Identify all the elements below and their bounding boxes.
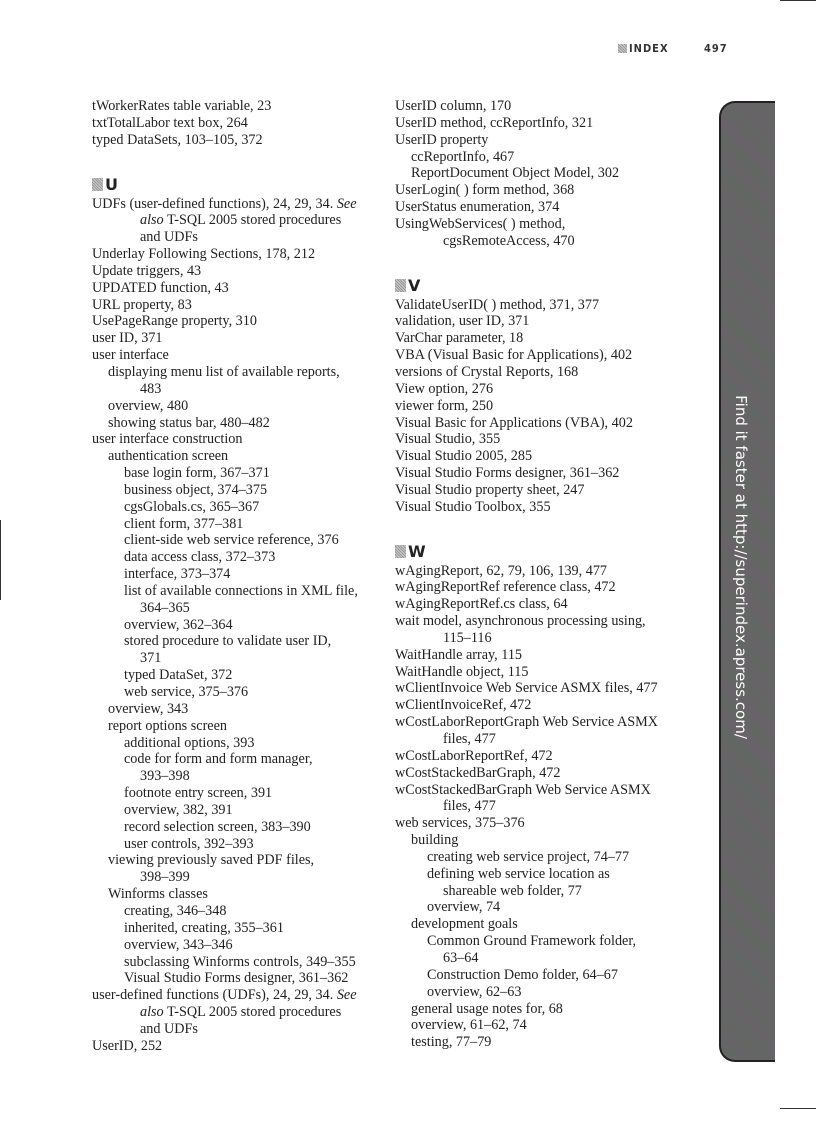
index-entry — [395, 798, 658, 815]
letter-heading — [395, 271, 658, 297]
index-entry — [92, 1004, 358, 1021]
crop-mark — [0, 520, 1, 600]
index-entry — [92, 465, 358, 482]
entry-text: code for form and form manager, — [124, 751, 313, 768]
letter-heading — [395, 537, 658, 563]
entry-text: viewer form, 250 — [395, 397, 494, 414]
index-entry — [92, 330, 358, 347]
index-entry — [92, 263, 358, 280]
entry-text: versions of Crystal Reports, 168 — [395, 363, 579, 380]
entry-text: wCostLaborReportGraph Web Service ASMX — [395, 714, 658, 731]
index-entry — [395, 1001, 658, 1018]
entry-text: cgsRemoteAccess, 470 — [443, 232, 575, 249]
entry-text: and UDFs — [140, 1020, 198, 1037]
entry-text: VarChar parameter, 18 — [395, 330, 524, 347]
index-entry — [92, 954, 358, 971]
entry-text: wClientInvoiceRef, 472 — [395, 697, 532, 714]
index-entry — [92, 802, 358, 819]
index-entry — [92, 398, 358, 415]
index-entry — [92, 98, 358, 115]
index-entry — [92, 937, 358, 954]
index-entry — [395, 115, 658, 132]
index-entry — [395, 563, 658, 580]
index-entry — [92, 836, 358, 853]
index-entry — [395, 1017, 658, 1034]
entry-text: URL property, 83 — [92, 296, 192, 313]
index-entry — [395, 950, 658, 967]
entry-text: user controls, 392–393 — [124, 835, 254, 852]
entry-text: 393–398 — [140, 768, 190, 785]
index-entry — [395, 731, 658, 748]
section-marker-icon — [618, 44, 627, 53]
heading-letter: V — [408, 275, 421, 295]
index-entry — [92, 768, 358, 785]
entry-text: creating, 346–348 — [124, 902, 227, 919]
entry-text: Visual Studio Forms designer, 361–362 — [395, 465, 620, 482]
crop-mark — [780, 0, 816, 1]
entry-text: txtTotalLabor text box, 264 — [92, 114, 248, 131]
index-entry — [92, 869, 358, 886]
entry-text: typed DataSets, 103–105, 372 — [92, 131, 263, 148]
entry-text: overview, 343 — [108, 700, 189, 717]
entry-text: View option, 276 — [395, 380, 494, 397]
index-entry — [92, 701, 358, 718]
entry-text: Winforms classes — [108, 886, 208, 903]
cross-reference: also — [140, 212, 164, 229]
index-entry — [92, 415, 358, 432]
index-entry — [395, 630, 658, 647]
index-entry — [92, 886, 358, 903]
entry-text: overview, 74 — [427, 899, 501, 916]
entry-text: validation, user ID, 371 — [395, 313, 530, 330]
index-entry — [395, 1034, 658, 1051]
entry-text: 483 — [140, 380, 162, 397]
index-entry — [92, 819, 358, 836]
entry-text: overview, 343–346 — [124, 936, 233, 953]
index-entry — [395, 765, 658, 782]
entry-text: 364–365 — [140, 599, 190, 616]
index-entry — [92, 431, 358, 448]
entry-text: wCostLaborReportRef, 472 — [395, 747, 553, 764]
index-entry — [395, 499, 658, 516]
index-entry — [395, 216, 658, 233]
heading-marker-icon — [395, 279, 406, 292]
index-entry — [395, 132, 658, 149]
entry-text: Visual Studio 2005, 285 — [395, 448, 533, 465]
entry-text: 371 — [140, 650, 162, 667]
thumb-tab-text: Find it faster at http://superindex.apress.com/ — [732, 395, 750, 739]
index-entry — [395, 613, 658, 630]
index-entry — [92, 499, 358, 516]
page-number: 497 — [704, 42, 728, 55]
entry-text: wait model, asynchronous processing using, — [395, 613, 646, 630]
entry-text: additional options, 393 — [124, 734, 255, 751]
entry-text: 115–116 — [443, 629, 492, 646]
index-entry — [92, 115, 358, 132]
entry-text: showing status bar, 480–482 — [108, 414, 270, 431]
index-entry — [395, 297, 658, 314]
entry-text: wCostStackedBarGraph Web Service ASMX — [395, 781, 651, 798]
index-entry — [92, 297, 358, 314]
index-entry — [395, 697, 658, 714]
entry-text: UPDATED function, 43 — [92, 279, 229, 296]
index-entry — [92, 1038, 358, 1055]
letter-heading — [92, 170, 358, 196]
entry-text: cgsGlobals.cs, 365–367 — [124, 498, 260, 515]
entry-text: authentication screen — [108, 448, 229, 465]
index-entry — [92, 313, 358, 330]
entry-text: Construction Demo folder, 64–67 — [427, 966, 618, 983]
entry-text: UserID method, ccReportInfo, 321 — [395, 114, 594, 131]
index-entry — [92, 970, 358, 987]
entry-text: ValidateUserID( ) method, 371, 377 — [395, 296, 600, 313]
entry-text: UserStatus enumeration, 374 — [395, 199, 560, 216]
entry-text: shareable web folder, 77 — [443, 882, 582, 899]
index-entry — [92, 516, 358, 533]
heading-letter: W — [408, 541, 426, 561]
index-entry — [395, 849, 658, 866]
index-entry — [92, 482, 358, 499]
entry-text: record selection screen, 383–390 — [124, 818, 311, 835]
index-entry — [92, 684, 358, 701]
index-entry — [92, 633, 358, 650]
index-entry — [395, 664, 658, 681]
entry-text: defining web service location as — [427, 865, 610, 882]
index-entry — [92, 280, 358, 297]
entry-text: list of available connections in XML file, — [124, 582, 358, 599]
entry-text: wClientInvoice Web Service ASMX files, 477 — [395, 680, 658, 697]
index-entry — [395, 431, 658, 448]
index-entry — [92, 566, 358, 583]
section-title: INDEX — [629, 42, 669, 55]
entry-text: user interface — [92, 347, 169, 364]
index-entry — [92, 1021, 358, 1038]
entry-text: wAgingReportRef reference class, 472 — [395, 579, 616, 596]
entry-text: WaitHandle array, 115 — [395, 646, 523, 663]
index-entry — [395, 899, 658, 916]
index-entry — [395, 680, 658, 697]
entry-text: Underlay Following Sections, 178, 212 — [92, 246, 316, 263]
index-entry — [92, 667, 358, 684]
entry-text: client form, 377–381 — [124, 515, 244, 532]
entry-text: user-defined functions (UDFs), 24, 29, 34. — [92, 987, 337, 1004]
entry-text: UsePageRange property, 310 — [92, 313, 257, 330]
index-entry — [92, 212, 358, 229]
entry-text: files, 477 — [443, 731, 496, 747]
index-entry — [395, 596, 658, 613]
entry-text: files, 477 — [443, 798, 496, 815]
entry-text: WaitHandle object, 115 — [395, 663, 529, 680]
cross-reference: also — [140, 1004, 164, 1021]
heading-marker-icon — [395, 545, 406, 558]
index-entry — [395, 916, 658, 933]
cross-reference: See — [336, 195, 357, 212]
index-entry — [92, 364, 358, 381]
index-entry — [92, 532, 358, 549]
entry-text: 63–64 — [443, 949, 479, 966]
index-entry — [92, 246, 358, 263]
index-entry — [395, 984, 658, 1001]
entry-text: building — [411, 832, 459, 849]
index-entry — [395, 647, 658, 664]
index-entry — [395, 182, 658, 199]
entry-text: ccReportInfo, 467 — [411, 148, 515, 165]
entry-text: Visual Studio Toolbox, 355 — [395, 498, 551, 515]
entry-text: base login form, 367–371 — [124, 465, 270, 482]
index-entry — [395, 714, 658, 731]
entry-text: overview, 362–364 — [124, 616, 233, 633]
entry-text: wAgingReport, 62, 79, 106, 139, 477 — [395, 562, 608, 579]
index-entry — [395, 482, 658, 499]
index-entry — [92, 920, 358, 937]
index-entry — [395, 364, 658, 381]
entry-text: UserLogin( ) form method, 368 — [395, 182, 575, 199]
index-entry — [395, 330, 658, 347]
index-entry — [395, 347, 658, 364]
entry-text: subclassing Winforms controls, 349–355 — [124, 953, 356, 970]
index-entry — [395, 398, 658, 415]
entry-text: overview, 61–62, 74 — [411, 1017, 527, 1034]
entry-text: Visual Studio property sheet, 247 — [395, 481, 585, 498]
index-entry — [395, 98, 658, 115]
entry-text: UsingWebServices( ) method, — [395, 215, 566, 232]
index-entry — [395, 165, 658, 182]
entry-text: typed DataSet, 372 — [124, 667, 233, 684]
index-entry — [92, 852, 358, 869]
index-entry — [92, 347, 358, 364]
entry-text: user ID, 371 — [92, 330, 163, 347]
entry-text: interface, 373–374 — [124, 566, 231, 583]
entry-text: footnote entry screen, 391 — [124, 785, 273, 802]
index-entry — [395, 149, 658, 166]
entry-text: T-SQL 2005 stored procedures — [163, 1004, 342, 1021]
index-entry — [92, 735, 358, 752]
index-entry — [395, 832, 658, 849]
index-entry — [395, 967, 658, 984]
index-entry — [395, 866, 658, 883]
entry-text: web service, 375–376 — [124, 684, 249, 700]
index-entry — [92, 650, 358, 667]
heading-letter: U — [105, 174, 118, 194]
entry-text: Update triggers, 43 — [92, 262, 202, 279]
entry-text: UDFs (user-defined functions), 24, 29, 34. — [92, 195, 337, 212]
entry-text: overview, 382, 391 — [124, 801, 233, 818]
index-entry — [395, 465, 658, 482]
entry-text: UserID column, 170 — [395, 98, 512, 114]
entry-text: general usage notes for, 68 — [411, 1000, 563, 1017]
index-entry — [92, 903, 358, 920]
index-entry — [395, 883, 658, 900]
entry-text: UserID property — [395, 131, 489, 148]
entry-text: client-side web service reference, 376 — [124, 532, 339, 549]
heading-marker-icon — [92, 178, 103, 191]
index-entry — [92, 785, 358, 802]
index-entry — [92, 718, 358, 735]
index-entry — [395, 579, 658, 596]
index-entry — [92, 132, 358, 149]
running-header — [618, 42, 669, 55]
index-entry — [395, 313, 658, 330]
index-entry — [395, 415, 658, 432]
entry-text: wCostStackedBarGraph, 472 — [395, 764, 561, 781]
entry-text: viewing previously saved PDF files, — [108, 852, 315, 869]
entry-text: Visual Studio Forms designer, 361–362 — [124, 970, 349, 987]
index-column-left — [92, 98, 358, 1055]
index-entry — [92, 229, 358, 246]
entry-text: overview, 62–63 — [427, 983, 522, 1000]
entry-text: Visual Basic for Applications (VBA), 402 — [395, 414, 633, 431]
index-entry — [395, 233, 658, 250]
index-entry — [92, 987, 358, 1004]
entry-text: Common Ground Framework folder, — [427, 933, 637, 950]
entry-text: overview, 480 — [108, 397, 189, 414]
entry-text: creating web service project, 74–77 — [427, 848, 630, 865]
entry-text: stored procedure to validate user ID, — [124, 633, 332, 650]
index-entry — [92, 751, 358, 768]
entry-text: testing, 77–79 — [411, 1034, 492, 1051]
crop-mark — [780, 1108, 816, 1109]
entry-text: user interface construction — [92, 431, 243, 448]
index-entry — [395, 381, 658, 398]
index-entry — [92, 583, 358, 600]
index-entry — [92, 196, 358, 213]
entry-text: and UDFs — [140, 229, 198, 246]
entry-text: T-SQL 2005 stored procedures — [163, 212, 342, 229]
index-entry — [395, 748, 658, 765]
entry-text: UserID, 252 — [92, 1037, 163, 1054]
index-entry — [92, 381, 358, 398]
cross-reference: See — [336, 987, 357, 1004]
entry-text: business object, 374–375 — [124, 481, 268, 498]
entry-text: wAgingReportRef.cs class, 64 — [395, 596, 568, 613]
index-entry — [92, 448, 358, 465]
entry-text: ReportDocument Object Model, 302 — [411, 165, 620, 182]
index-entry — [395, 448, 658, 465]
entry-text: report options screen — [108, 717, 227, 734]
index-entry — [395, 933, 658, 950]
entry-text: web services, 375–376 — [395, 815, 525, 832]
index-column-right — [395, 98, 658, 1051]
index-entry — [92, 600, 358, 617]
entry-text: VBA (Visual Basic for Applications), 402 — [395, 347, 633, 364]
index-entry — [395, 815, 658, 832]
entry-text: inherited, creating, 355–361 — [124, 919, 284, 936]
index-entry — [92, 549, 358, 566]
entry-text: tWorkerRates table variable, 23 — [92, 98, 272, 114]
index-entry — [92, 617, 358, 634]
index-entry — [395, 782, 658, 799]
entry-text: development goals — [411, 916, 518, 933]
entry-text: data access class, 372–373 — [124, 549, 276, 566]
entry-text: displaying menu list of available reports, — [108, 363, 340, 380]
entry-text: Visual Studio, 355 — [395, 431, 501, 448]
index-entry — [395, 199, 658, 216]
entry-text: 398–399 — [140, 869, 190, 886]
